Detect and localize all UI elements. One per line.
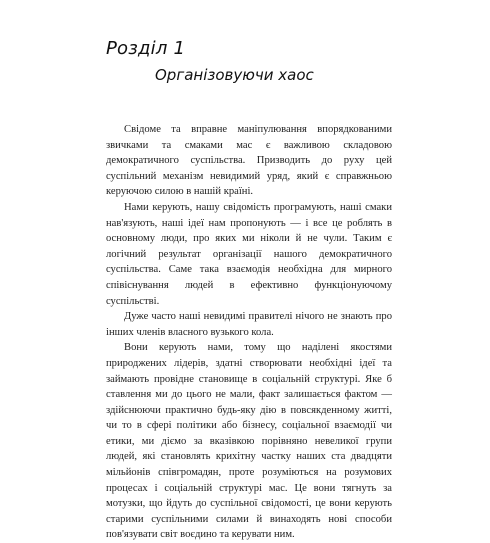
- chapter-title: Організовуючи хаос: [155, 66, 314, 84]
- chapter-body: [106, 122, 392, 543]
- paragraph: Нами керують, нашу свідомість програмують, наші смаки нав'язують, наші ідеї нам пропонують — і все це роблять в основному люди, про яких ми ніколи й не чули. Таким є логічний результат організації нашого демократичного суспільства. Саме така взаємодія необхідна для мирного співіснування людей в ефективно функціонуючому суспільстві.: [106, 201, 392, 307]
- paragraph: Свідоме та вправне маніпулювання впорядкованими звичками та смаками мас є важливою складовою демократичного суспільства. Призводить до руху цей суспільний механізм невидимий уряд, який є справжньою керуючою силою в нашій країні.: [106, 124, 392, 198]
- chapter-number: Розділ 1: [106, 38, 186, 59]
- paragraph: Дуже часто наші невидимі правителі нічого не знають про інших членів власного вузького кола.: [106, 311, 392, 338]
- paragraph: Вони керують нами, тому що наділені якостями природжених лідерів, здатні створювати необхідні ідеї та займають провідне становище в соціальній структурі. Яке б ставлення ми до цього не мали, факт залишається фактом — здійснюючи практично будь-яку дію в повсякденному житті, чи то в сфері політики або бізнесу, соціальної взаємодії чи етики, ми діємо за вказівкою порівняно невеликої групи людей, які становлять крихітну частку наших ста двадцяти мільйонів співгромадян, проте розуміються на розумових процесах і соціальній структурі мас. Це вони тягнуть за мотузки, що йдуть до суспільної свідомості, це вони керують старими суспільними силами й винаходять нові способи пов'язувати світ воєдино та керувати ним.: [106, 342, 392, 541]
